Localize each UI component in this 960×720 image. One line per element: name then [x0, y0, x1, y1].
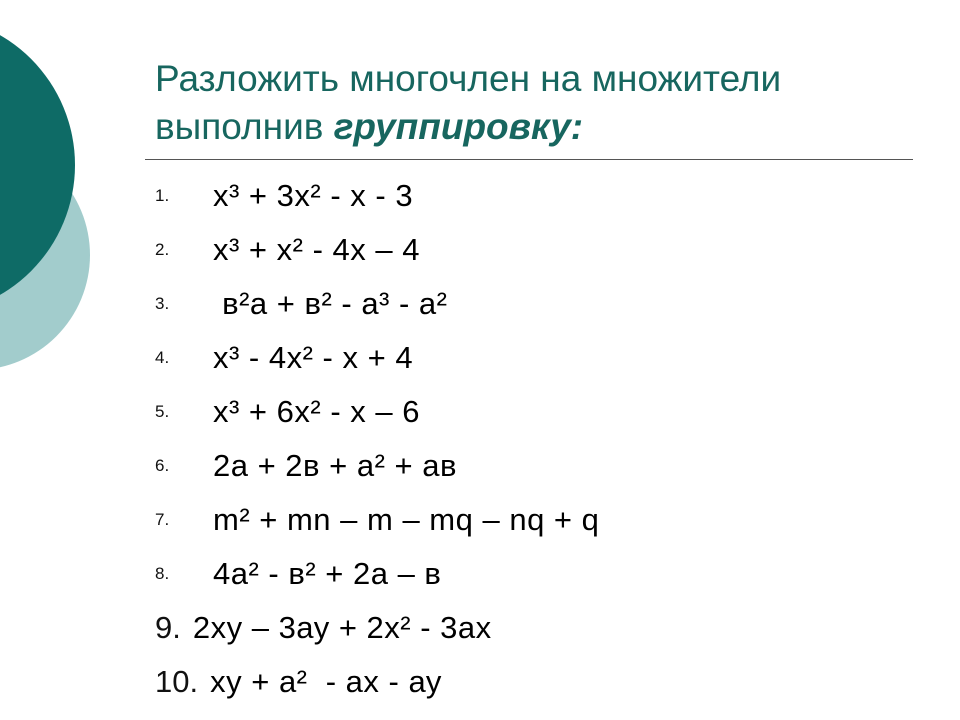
list-item: [155, 608, 492, 648]
list-item: [155, 446, 457, 486]
item-expression: в²а + в² - а³ - а²: [213, 286, 448, 321]
item-expression: 2ху – 3ау + 2х² - 3ах: [192, 610, 492, 645]
list-item: [155, 500, 599, 540]
item-expression: m² + mn – m – mq – nq + q: [213, 502, 600, 537]
item-expression: х³ - 4х² - х + 4: [213, 340, 414, 375]
item-number: 4.: [155, 348, 170, 367]
item-expression: 2а + 2в + а² + ав: [213, 448, 457, 483]
item-number: 10.: [155, 664, 199, 699]
item-number: 2.: [155, 240, 170, 259]
list-item: [155, 662, 442, 702]
item-number: 9.: [155, 610, 181, 645]
list-item: [155, 554, 441, 594]
list-item: [155, 176, 413, 216]
list-item: [155, 284, 448, 324]
title-divider: [145, 159, 913, 160]
item-expression: х³ + х² - 4х – 4: [213, 232, 420, 267]
item-number: 3.: [155, 294, 170, 313]
item-expression: ху + а² - ах - ау: [210, 664, 442, 699]
title-line1: Разложить многочлен на множители: [155, 58, 782, 99]
item-number: 1.: [155, 186, 170, 205]
title-line2-emphasis: группировку:: [333, 106, 584, 147]
item-expression: х³ + 3х² - х - 3: [213, 178, 414, 213]
list-item: [155, 338, 413, 378]
item-number: 6.: [155, 456, 170, 475]
list-item: [155, 392, 420, 432]
item-number: 5.: [155, 402, 170, 421]
item-expression: х³ + 6х² - х – 6: [213, 394, 420, 429]
slide-title: [155, 55, 781, 151]
item-number: 8.: [155, 564, 170, 583]
item-number: 7.: [155, 510, 170, 529]
list-item: [155, 230, 420, 270]
item-expression: 4а² - в² + 2а – в: [213, 556, 442, 591]
title-line2-plain: выполнив: [155, 106, 334, 147]
